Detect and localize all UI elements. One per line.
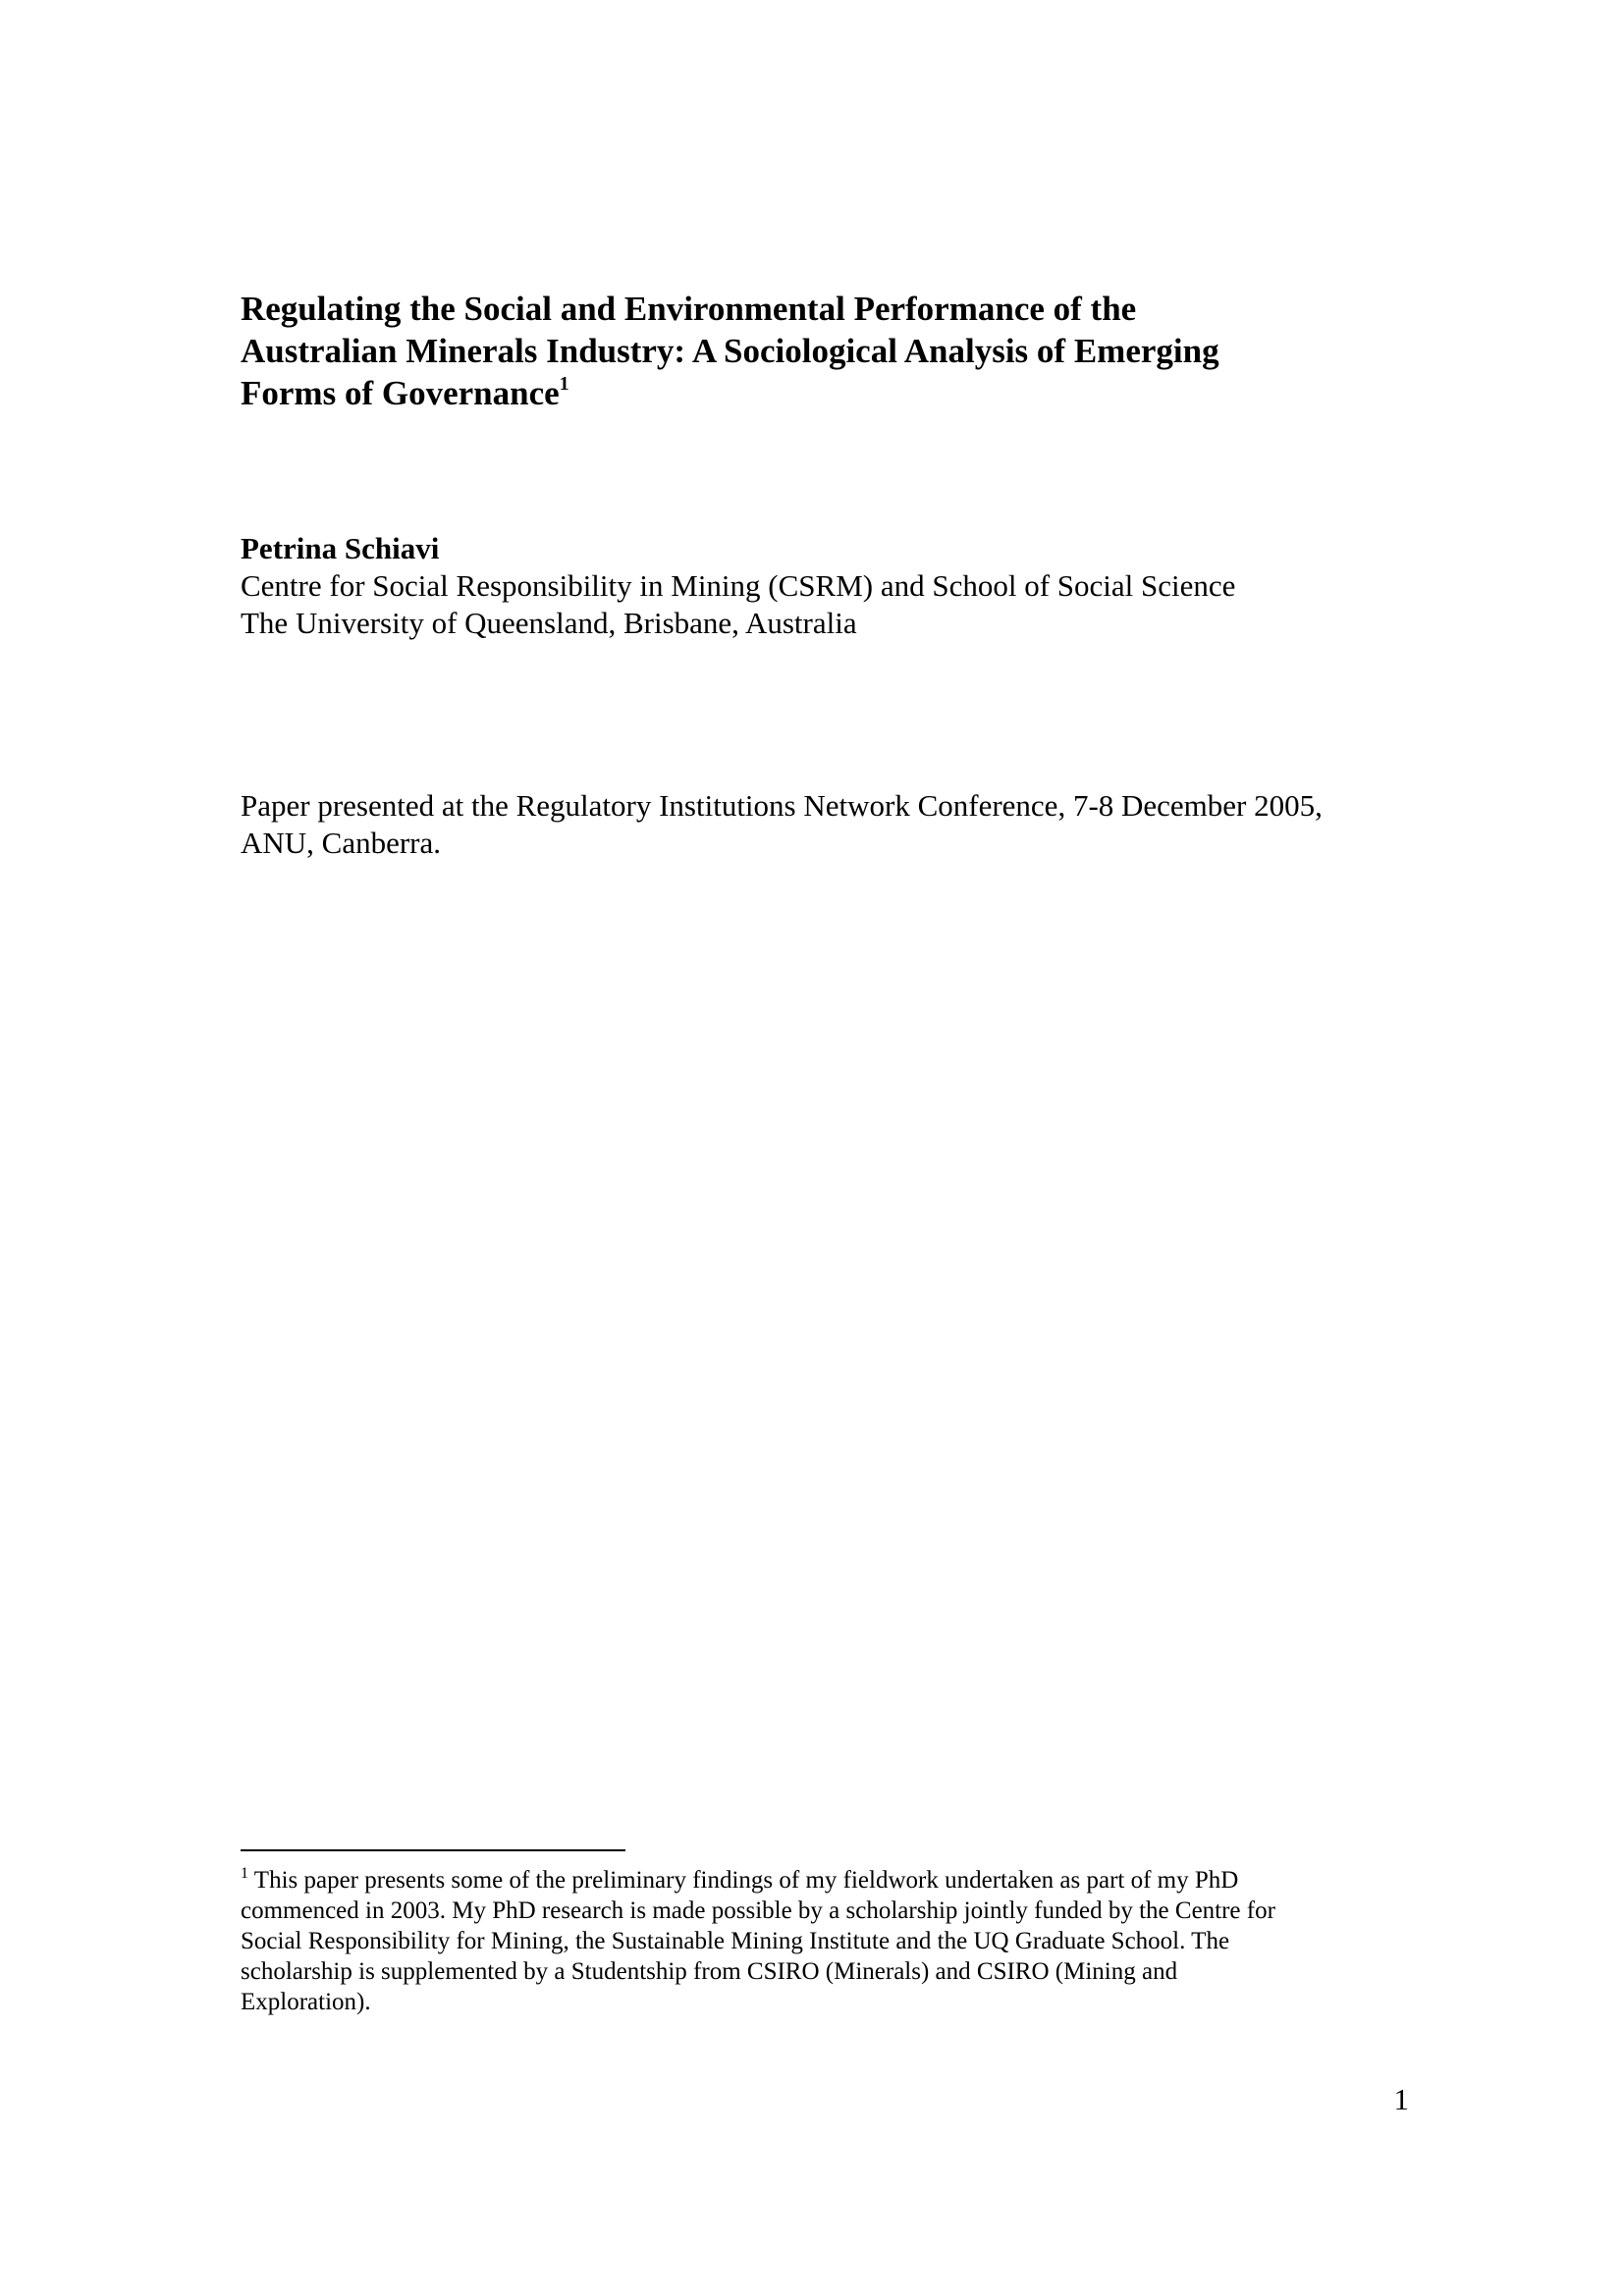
presentation-line-1: Paper presented at the Regulatory Institutions Network Conference, 7-8 December 2005, — [241, 788, 1323, 823]
author-name: Petrina Schiavi — [241, 531, 440, 565]
footnote-line-4: scholarship is supplemented by a Studentship from CSIRO (Minerals) and CSIRO (Mining and — [241, 1958, 1178, 1985]
title-footnote-marker: 1 — [559, 373, 569, 396]
title-line-2: Australian Minerals Industry: A Sociological Analysis of Emerging — [241, 332, 1219, 370]
title-line-3-text: Forms of Governance — [241, 374, 560, 412]
footnote-line-1-text: This paper presents some of the preliminary findings of my fieldwork undertaken as part of my PhD — [248, 1867, 1239, 1894]
title-line-3 — [241, 372, 1399, 414]
affiliation-line-1: Centre for Social Responsibility in Mining (CSRM) and School of Social Science — [241, 568, 1236, 603]
presentation-line-2: ANU, Canberra. — [241, 826, 442, 860]
paper-title — [241, 288, 1399, 414]
footnote-line-5: Exploration). — [241, 1989, 371, 2015]
page-number: 1 — [1393, 2082, 1409, 2116]
footnote — [241, 1865, 1419, 2017]
author-block — [241, 530, 1419, 642]
footnote-marker: 1 — [241, 1864, 248, 1882]
title-line-1: Regulating the Social and Environmental Performance of the — [241, 290, 1137, 328]
footnote-line-3: Social Responsibility for Mining, the Sustainable Mining Institute and the UQ Graduate School. The — [241, 1928, 1230, 1954]
affiliation-line-2: The University of Queensland, Brisbane, Australia — [241, 606, 857, 640]
footnote-line-2: commenced in 2003. My PhD research is made possible by a scholarship jointly funded by the Centre for — [241, 1897, 1275, 1924]
footnote-line-1 — [241, 1865, 1419, 1896]
presentation-note — [241, 787, 1419, 862]
footnote-separator — [241, 1849, 625, 1851]
